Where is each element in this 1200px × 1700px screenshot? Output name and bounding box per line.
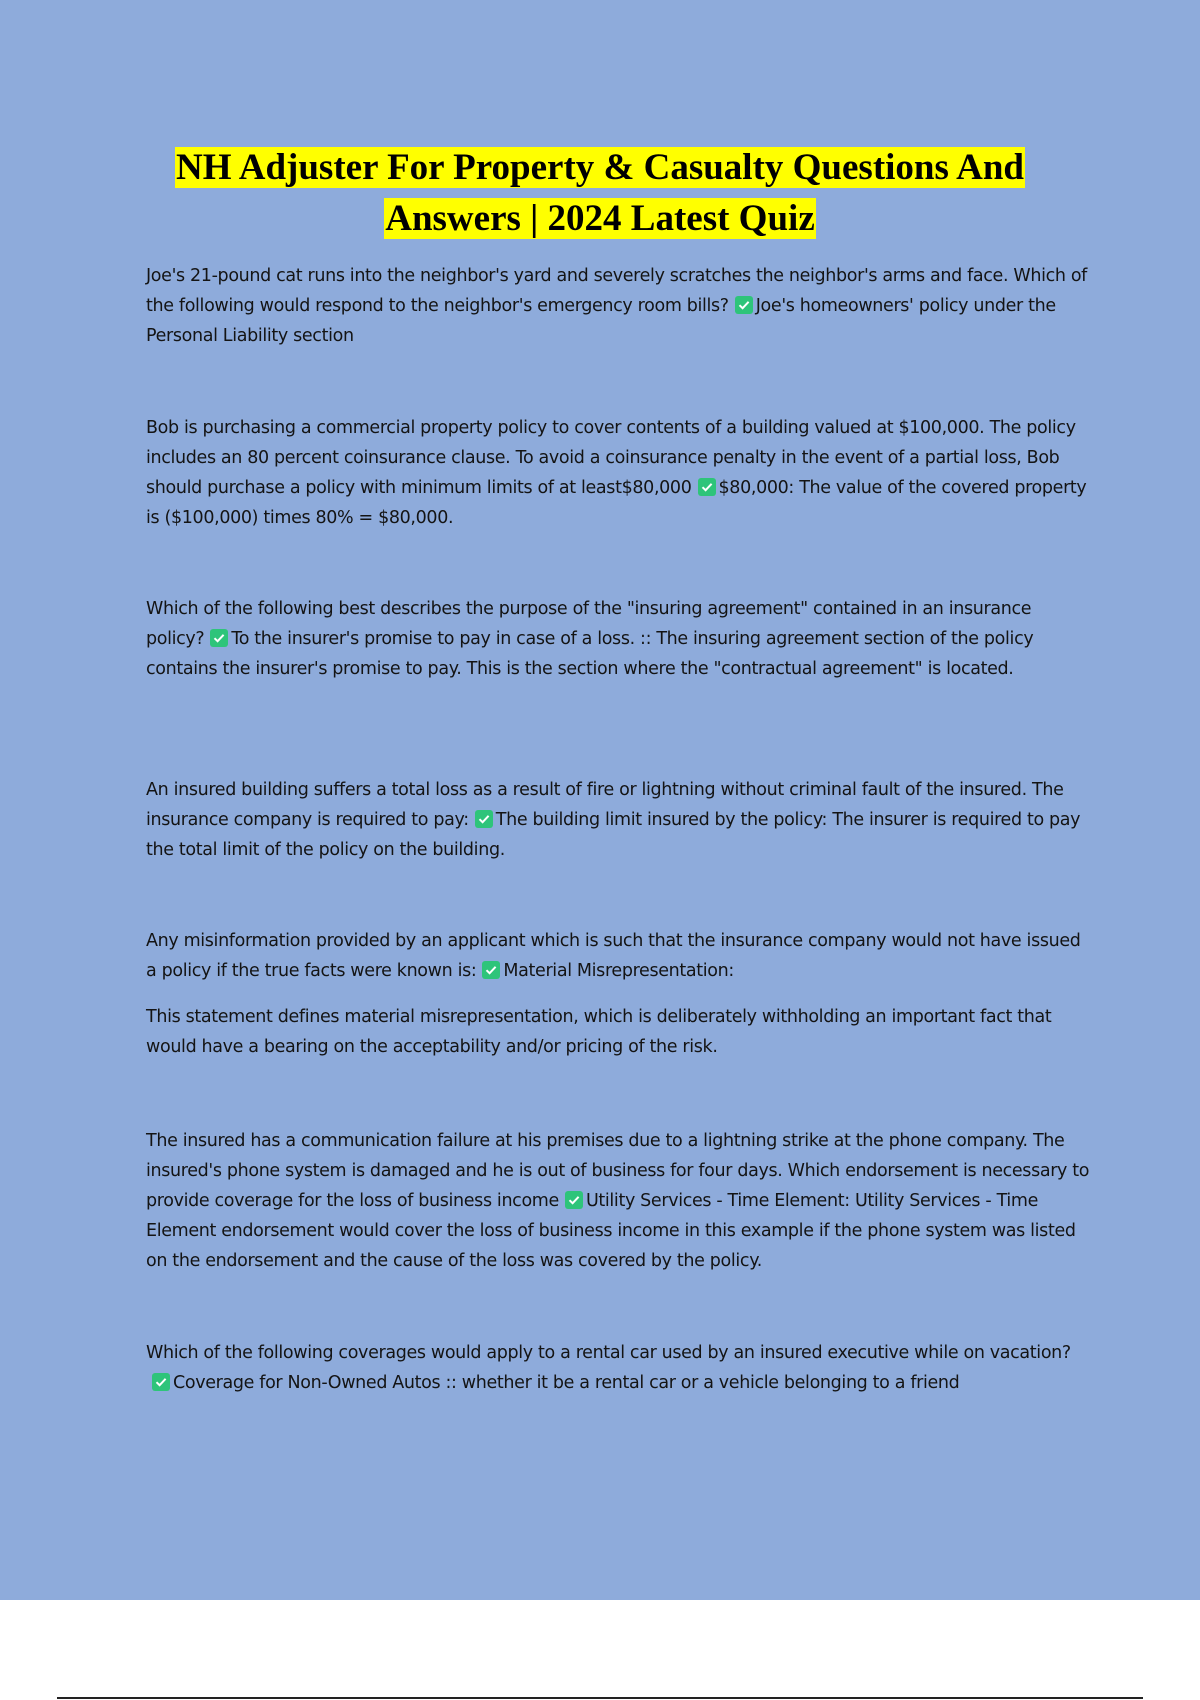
answer-text: $80,000: The value of the covered property is ($100,000) times 80% = $80,000. (146, 478, 1087, 528)
check-mark-icon (698, 478, 716, 496)
answer-text: Joe's homeowners' policy under the Personal Liability section (146, 296, 1056, 346)
question-text: Which of the following coverages would apply to a rental car used by an insured executive while on vacation? (146, 1343, 1071, 1363)
qa-item-1 (146, 261, 1092, 351)
answer-text: Material Misrepresentation: (503, 961, 734, 981)
qa-paragraph (146, 261, 1092, 351)
qa-paragraph (146, 1126, 1092, 1276)
qa-paragraph (146, 926, 1092, 986)
check-mark-icon (152, 1373, 170, 1391)
qa-paragraph (146, 775, 1092, 865)
document-title (100, 142, 1100, 244)
qa-item-5 (146, 926, 1092, 1062)
explanation-text: This statement defines material misrepresentation, which is deliberately withholding an important fact that would have a bearing on the acceptability and/or pricing of the risk. (146, 1007, 1052, 1057)
check-mark-icon (475, 810, 493, 828)
answer-text: The building limit insured by the policy: The insurer is required to pay the total limit of the policy on the building. (146, 810, 1081, 860)
qa-paragraph (146, 594, 1092, 684)
qa-item-4 (146, 775, 1092, 865)
question-text: Bob is purchasing a commercial property policy to cover contents of a building valued at $100,000. The policy includes an 80 percent coinsurance clause. To avoid a coinsurance penalty in the event of a partial loss, Bob should purchase a policy with minimum limits of at least$80,000 (146, 418, 1076, 498)
question-text: Which of the following best describes the purpose of the "insuring agreement" contained in an insurance policy? (146, 599, 1032, 649)
question-text: Joe's 21-pound cat runs into the neighbor's yard and severely scratches the neighbor's arms and face. Which of the following would respond to the neighbor's emergency room bills? (146, 266, 1087, 316)
footer-divider (57, 1697, 1143, 1699)
qa-paragraph (146, 413, 1092, 533)
answer-text: Coverage for Non-Owned Autos :: whether it be a rental car or a vehicle belonging to a friend (173, 1373, 960, 1393)
qa-paragraph (146, 1338, 1092, 1398)
question-text: The insured has a communication failure at his premises due to a lightning strike at the phone company. The insured's phone system is damaged and he is out of business for four days. Which endorsement is necessary to provide coverage for the loss of business income (146, 1131, 1090, 1211)
answer-text: To the insurer's promise to pay in case of a loss. :: The insuring agreement section of the policy contains the insurer's promise to pay. This is the section where the "contractual agreement" is located. (146, 629, 1034, 679)
check-mark-icon (482, 961, 500, 979)
title-line-1: NH Adjuster For Property & Casualty Questions And (176, 147, 1024, 188)
qa-item-7 (146, 1338, 1092, 1398)
title-line-2: Answers | 2024 Latest Quiz (385, 198, 815, 239)
check-mark-icon (565, 1191, 583, 1209)
qa-item-2 (146, 413, 1092, 533)
qa-item-6 (146, 1126, 1092, 1276)
question-text: An insured building suffers a total loss as a result of fire or lightning without criminal fault of the insured. The insurance company is required to pay: (146, 780, 1064, 830)
answer-text: Utility Services - Time Element: Utility Services - Time Element endorsement would cover the loss of business income in this example if the phone system was listed on the endorsement and the cause of the loss was covered by the policy. (146, 1191, 1076, 1271)
question-text: Any misinformation provided by an applicant which is such that the insurance company would not have issued a policy if the true facts were known is: (146, 931, 1081, 981)
qa-item-3 (146, 594, 1092, 684)
check-mark-icon (210, 629, 228, 647)
check-mark-icon (735, 296, 753, 314)
